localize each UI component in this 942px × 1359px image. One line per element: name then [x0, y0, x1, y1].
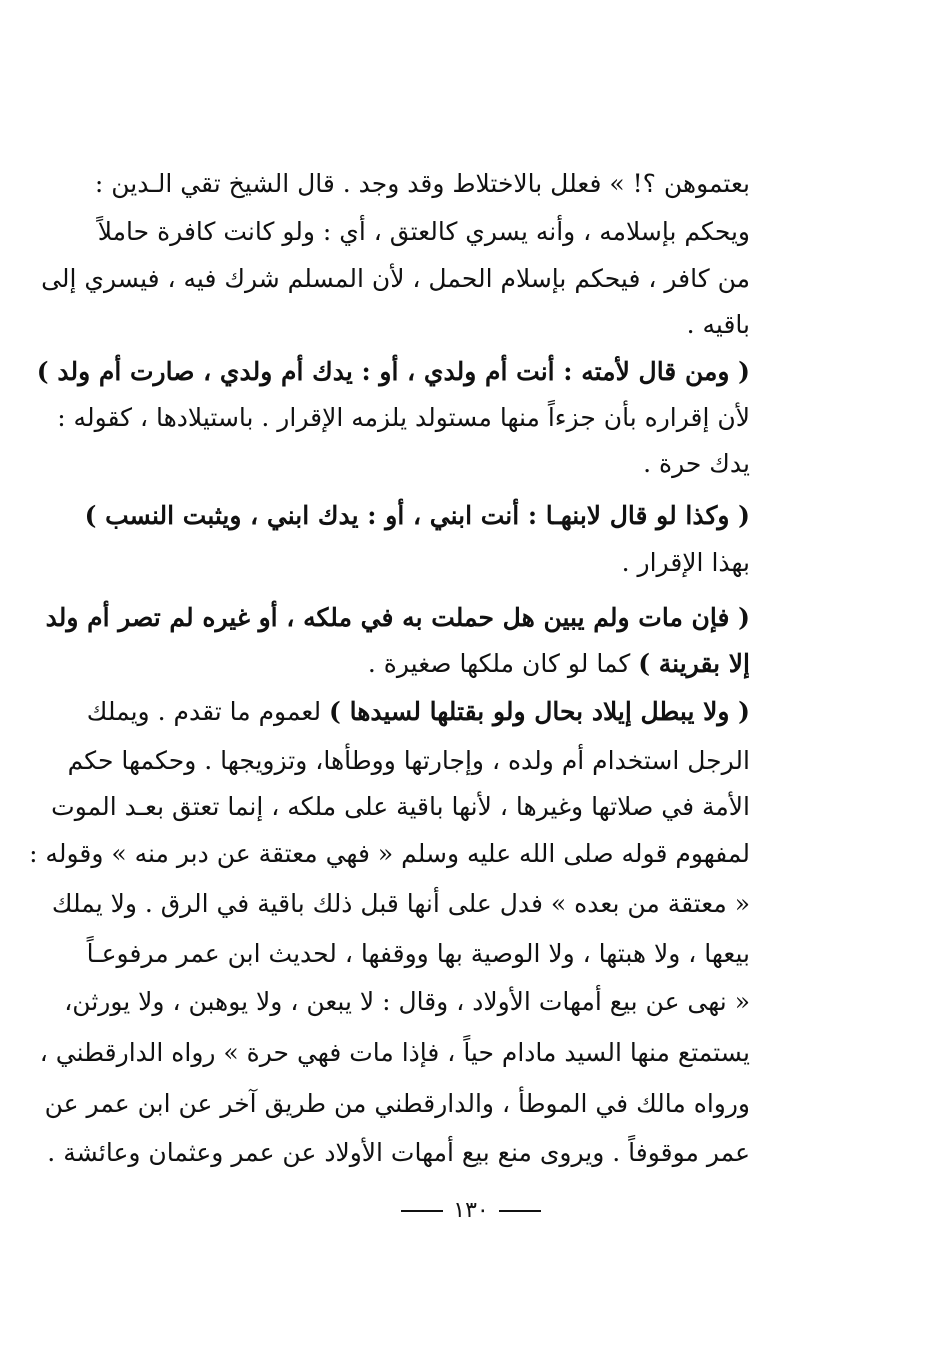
- page-number-value: ١٣٠: [453, 1198, 489, 1223]
- dash-left: [401, 1210, 443, 1212]
- text-line: عمر موقوفاً . ويروى منع بيع أمهات الأولاد عن عمر وعثمان وعائشة .: [47, 1138, 750, 1167]
- text-line: بيعها ، ولا هبتها ، ولا الوصية بها ووقفها ، لحديث ابن عمر مرفوعـاً: [86, 939, 750, 968]
- text-line: يدك حرة .: [643, 449, 750, 478]
- page-number: [0, 1193, 942, 1229]
- text-line: من كافر ، فيحكم بإسلام الحمل ، لأن المسلم شرك فيه ، فيسري إلى: [41, 264, 750, 293]
- text-line: ( وكذا لو قال لابنهـا : أنت ابني ، أو : يدك ابني ، ويثبت النسب ): [84, 501, 750, 530]
- text-line: إلا بقرينة ) كما لو كان ملكها صغيرة .: [367, 649, 750, 678]
- text-line: ورواه مالك في الموطأ ، والدارقطني من طريق آخر عن ابن عمر عن: [44, 1089, 750, 1118]
- text-line: « معتقة من بعده » فدل على أنها قبل ذلك باقية في الرق . ولا يملك: [51, 889, 750, 918]
- text-line: ( ومن قال لأمته : أنت أم ولدي ، أو : يدك أم ولدي ، صارت أم ولد ): [36, 357, 750, 386]
- text-line: لمفهوم قوله صلى الله عليه وسلم « فهي معتقة عن دبر منه » وقوله :: [29, 839, 750, 868]
- text-line: باقيه .: [686, 310, 750, 339]
- text-line: الرجل استخدام أم ولده ، وإجارتها ووطأها، وتزويجها . وحكمها حكم: [67, 746, 750, 775]
- text-line: ( فإن مات ولم يبين هل حملت به في ملكه ، أو غيره لم تصر أم ولد: [45, 603, 750, 632]
- text-line: بعتموهن ؟! » فعلل بالاختلاط وقد وجد . قال الشيخ تقي الـدين :: [94, 169, 750, 198]
- text-line: بهذا الإقرار .: [621, 548, 750, 577]
- text-line: لأن إقراره بأن جزءاً منها مستولد يلزمه الإقرار . باستيلادها ، كقوله :: [57, 403, 750, 432]
- text-line: ويحكم بإسلامه ، وأنه يسري كالعتق ، أي : ولو كانت كافرة حاملاً: [97, 217, 750, 246]
- dash-right: [499, 1210, 541, 1212]
- text-line: « نهى عن بيع أمهات الأولاد ، وقال : لا يبعن ، ولا يوهبن ، ولا يورثن،: [64, 987, 750, 1016]
- text-line: الأمة في صلاتها وغيرها ، لأنها باقية على ملكه ، إنما تعتق بعـد الموت: [51, 792, 750, 821]
- text-line: ( ولا يبطل إيلاد بحال ولو بقتلها لسيدها ) لعموم ما تقدم . ويملك: [86, 697, 750, 726]
- text-line: يستمتع منها السيد مادام حياً ، فإذا مات فهي حرة » رواه الدارقطني ،: [39, 1038, 750, 1067]
